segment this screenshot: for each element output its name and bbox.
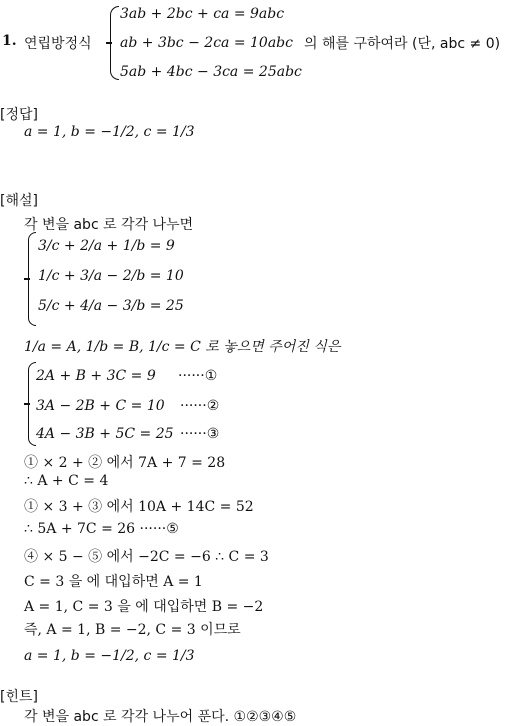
problem-intro: 연립방정식 <box>24 36 92 52</box>
step-5: ④ × 5 − ⑤ 에서 −2C = −6 ∴ C = 3 <box>24 549 269 565</box>
equation-1: 3ab + 2bc + ca = 9abc <box>120 6 285 22</box>
answer-heading: [정답] <box>0 107 38 123</box>
system-tag-2: ······② <box>180 398 220 414</box>
system-eq-2: 3A − 2B + C = 10 <box>36 398 165 414</box>
step-1: ① × 2 + ② 에서 7A + 7 = 28 <box>24 455 226 471</box>
step-7: A = 1, C = 3 을 에 대입하면 B = −2 <box>24 599 264 615</box>
solution-heading: [해설] <box>0 193 38 209</box>
hint-heading: [힌트] <box>0 689 38 705</box>
system-tag-3: ······③ <box>180 426 220 442</box>
abc-system-brace <box>28 362 36 446</box>
solution-line-1: 각 변을 abc 로 각각 나누면 <box>24 217 194 233</box>
substitution-line: 1/a = A, 1/b = B, 1/c = C 로 놓으면 주어진 식은 <box>24 339 341 355</box>
equation-2: ab + 3bc − 2ca = 10abc <box>120 35 293 51</box>
fraction-eq-2: 1/c + 3/a − 2/b = 10 <box>38 268 184 284</box>
system-brace <box>110 6 119 80</box>
fraction-system-brace <box>28 232 36 326</box>
final-answer: a = 1, b = −1/2, c = 1/3 <box>24 648 195 664</box>
problem-tail: 의 해를 구하여라 (단, abc ≠ 0) <box>304 36 501 52</box>
system-eq-1: 2A + B + 3C = 9 <box>36 368 156 384</box>
step-2: ∴ A + C = 4 <box>24 473 109 489</box>
step-6: C = 3 을 에 대입하면 A = 1 <box>24 574 203 590</box>
fraction-eq-1: 3/c + 2/a + 1/b = 9 <box>38 238 175 254</box>
step-3: ① × 3 + ③ 에서 10A + 14C = 52 <box>24 499 254 515</box>
hint-text: 각 변을 abc 로 각각 나누어 푼다. ①②③④⑤ <box>24 709 297 725</box>
step-8: 즉, A = 1, B = −2, C = 3 이므로 <box>24 622 241 638</box>
problem-number: 1. <box>2 33 17 49</box>
system-eq-3: 4A − 3B + 5C = 25 <box>36 426 174 442</box>
equation-3: 5ab + 4bc − 3ca = 25abc <box>120 64 302 80</box>
answer-text: a = 1, b = −1/2, c = 1/3 <box>24 124 195 140</box>
answer-line <box>24 124 195 140</box>
fraction-eq-3: 5/c + 4/a − 3/b = 25 <box>38 298 184 314</box>
step-4: ∴ 5A + 7C = 26 ······⑤ <box>24 521 179 537</box>
system-tag-1: ······① <box>178 368 218 384</box>
